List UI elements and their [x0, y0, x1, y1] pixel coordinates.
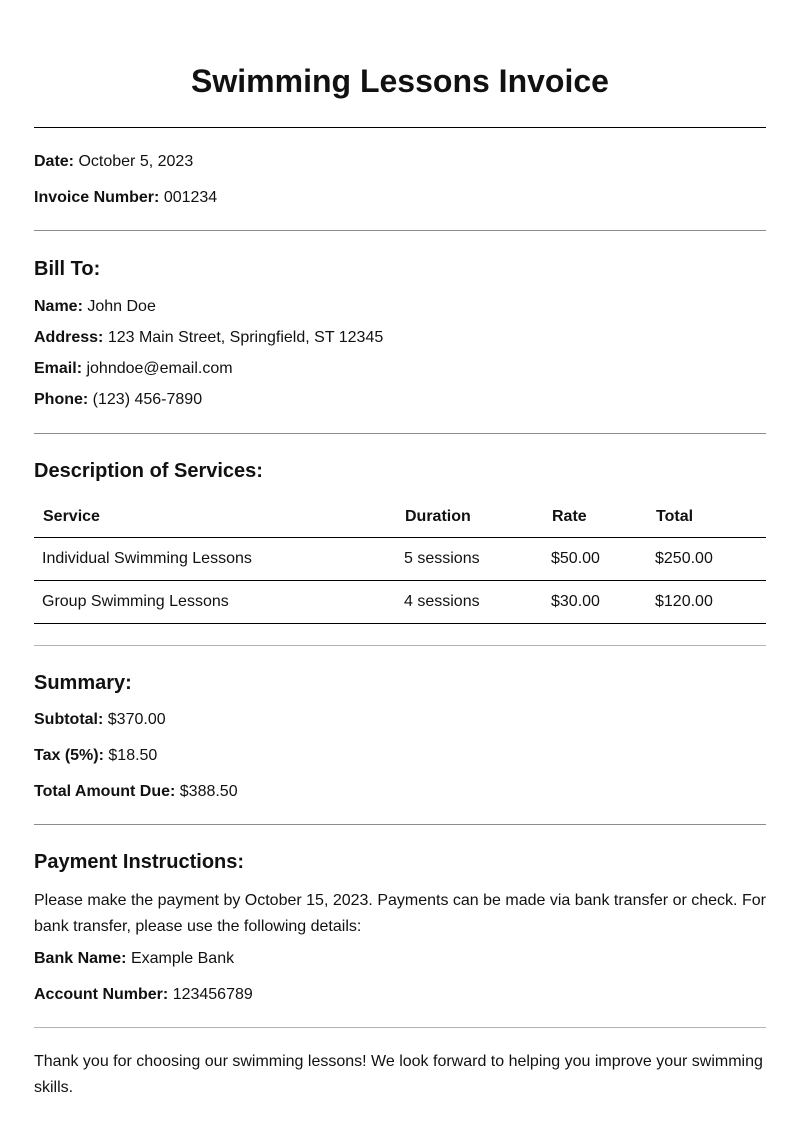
service-cell: Group Swimming Lessons [34, 581, 396, 624]
column-header-total: Total [647, 497, 766, 538]
rate-cell: $30.00 [543, 581, 647, 624]
column-header-rate: Rate [543, 497, 647, 538]
service-cell: Individual Swimming Lessons [34, 538, 396, 581]
invoice-page [34, 0, 766, 1101]
invoice-date [34, 152, 766, 172]
bill-to-email-label: Email: [34, 360, 83, 377]
invoice-date-value: October 5, 2023 [78, 153, 194, 170]
tax-label: Tax (5%): [34, 747, 104, 764]
services-section [34, 434, 766, 624]
bill-to-heading: Bill To: [34, 258, 101, 280]
payment-instructions-text: Please make the payment by October 15, 2023. Payments can be made via bank transfer or check. For bank transfer, please use the following details: [34, 892, 766, 935]
invoice-number [34, 188, 766, 208]
rate-cell: $50.00 [543, 538, 647, 581]
thank-you-note: Thank you for choosing our swimming lessons! We look forward to helping you improve your swimming skills. [34, 1053, 763, 1096]
bill-to-name [34, 297, 766, 317]
column-header-duration: Duration [396, 497, 543, 538]
bill-to-address-label: Address: [34, 329, 104, 346]
total-due-label: Total Amount Due: [34, 783, 176, 800]
invoice-number-value: 001234 [163, 189, 218, 206]
invoice-meta [34, 128, 766, 208]
bill-to-address-value: 123 Main Street, Springfield, ST 12345 [107, 329, 384, 346]
payment-account-number [34, 985, 766, 1005]
summary-total-due [34, 782, 766, 802]
summary-subtotal [34, 710, 766, 730]
page-title: Swimming Lessons Invoice [191, 63, 609, 99]
payment-heading: Payment Instructions: [34, 851, 245, 873]
bill-to-phone-label: Phone: [34, 391, 89, 408]
subtotal-value: $370.00 [107, 711, 166, 728]
table-row [34, 581, 766, 624]
bill-to-address [34, 328, 766, 348]
summary-section [34, 646, 766, 802]
services-heading: Description of Services: [34, 460, 263, 482]
invoice-number-label: Invoice Number: [34, 189, 160, 206]
bill-to-phone [34, 390, 766, 410]
bill-to-phone-value: (123) 456-7890 [92, 391, 203, 408]
total-cell: $250.00 [647, 538, 766, 581]
table-row [34, 538, 766, 581]
summary-tax [34, 746, 766, 766]
table-header-row [34, 497, 766, 538]
bill-to-email-value: johndoe@email.com [86, 360, 233, 377]
duration-cell: 4 sessions [396, 581, 543, 624]
bill-to-email [34, 359, 766, 379]
bank-name-label: Bank Name: [34, 950, 127, 967]
bill-to-name-label: Name: [34, 298, 83, 315]
bill-to-name-value: John Doe [87, 298, 156, 315]
payment-bank-name [34, 949, 766, 969]
services-table [34, 497, 766, 624]
bank-name-value: Example Bank [130, 950, 235, 967]
total-due-value: $388.50 [179, 783, 238, 800]
account-number-label: Account Number: [34, 986, 169, 1003]
column-header-service: Service [34, 497, 396, 538]
account-number-value: 123456789 [172, 986, 253, 1003]
invoice-date-label: Date: [34, 153, 75, 170]
bill-to-section [34, 231, 766, 410]
total-cell: $120.00 [647, 581, 766, 624]
duration-cell: 5 sessions [396, 538, 543, 581]
subtotal-label: Subtotal: [34, 711, 104, 728]
summary-heading: Summary: [34, 672, 132, 694]
payment-section [34, 825, 766, 1005]
tax-value: $18.50 [108, 747, 158, 764]
